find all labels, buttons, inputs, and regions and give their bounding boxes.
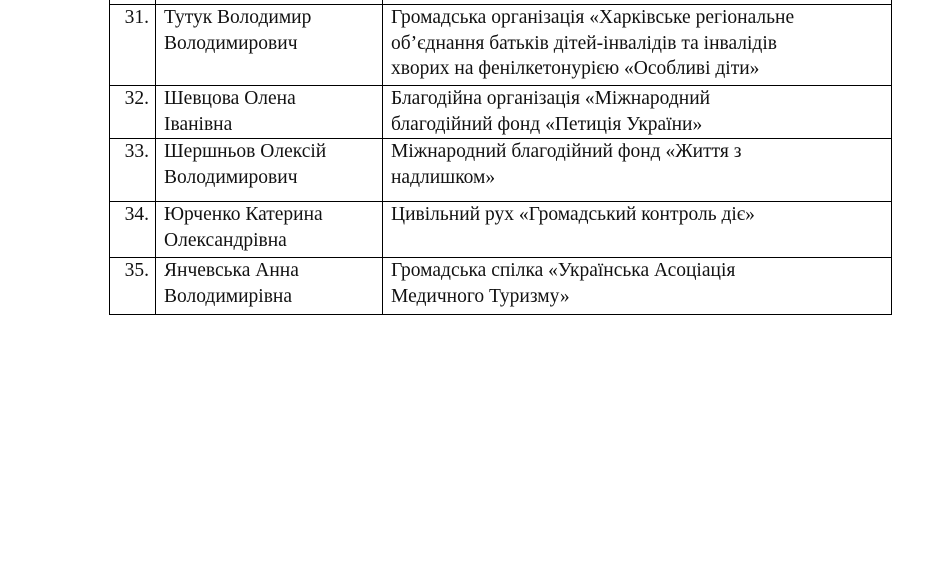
organization-line: об’єднання батьків дітей-інвалідів та інвалідів [391,32,777,54]
organization-line: благодійний фонд «Петиція України» [391,113,703,135]
name-line: Олександрівна [164,229,287,251]
person-name [156,139,383,202]
row-number: 35. [110,258,156,315]
name-line: Тутук Володимир [164,7,312,28]
organization-name [383,202,892,258]
table-row [110,202,892,258]
table-row [110,86,892,139]
organization-line: Медичного Туризму» [391,285,570,307]
members-table [109,0,892,315]
organization-line: Міжнародний благодійний фонд «Життя з [391,141,742,162]
name-line: Володимирович [164,166,298,188]
organization-line: хворих на фенілкетонурією «Особливі діти» [391,58,760,79]
row-number: 33. [110,139,156,202]
organization-name [383,5,892,86]
name-line: Іванівна [164,113,233,135]
person-name [156,86,383,139]
row-number: 31. [110,5,156,86]
name-line: Янчевська Анна [164,260,299,281]
name-line: Юрченко Катерина [164,204,323,225]
organization-line: Громадська спілка «Українська Асоціація [391,260,736,281]
table-row [110,139,892,202]
organization-name [383,258,892,315]
name-line: Володимирович [164,32,298,54]
name-line: Шершньов Олексій [164,141,327,162]
organization-line: Громадська організація «Харківське регіональне [391,7,795,28]
organization-line: Благодійна організація «Міжнародний [391,88,711,109]
table-row [110,5,892,86]
name-line: Володимирівна [164,285,293,307]
organization-line: Цивільний рух «Громадський контроль діє» [391,204,755,225]
person-name [156,258,383,315]
organization-line: надлишком» [391,166,496,188]
person-name [156,5,383,86]
name-line: Шевцова Олена [164,88,296,109]
organization-name [383,86,892,139]
row-number: 32. [110,86,156,139]
person-name [156,202,383,258]
table-row [110,258,892,315]
row-number: 34. [110,202,156,258]
organization-name [383,139,892,202]
